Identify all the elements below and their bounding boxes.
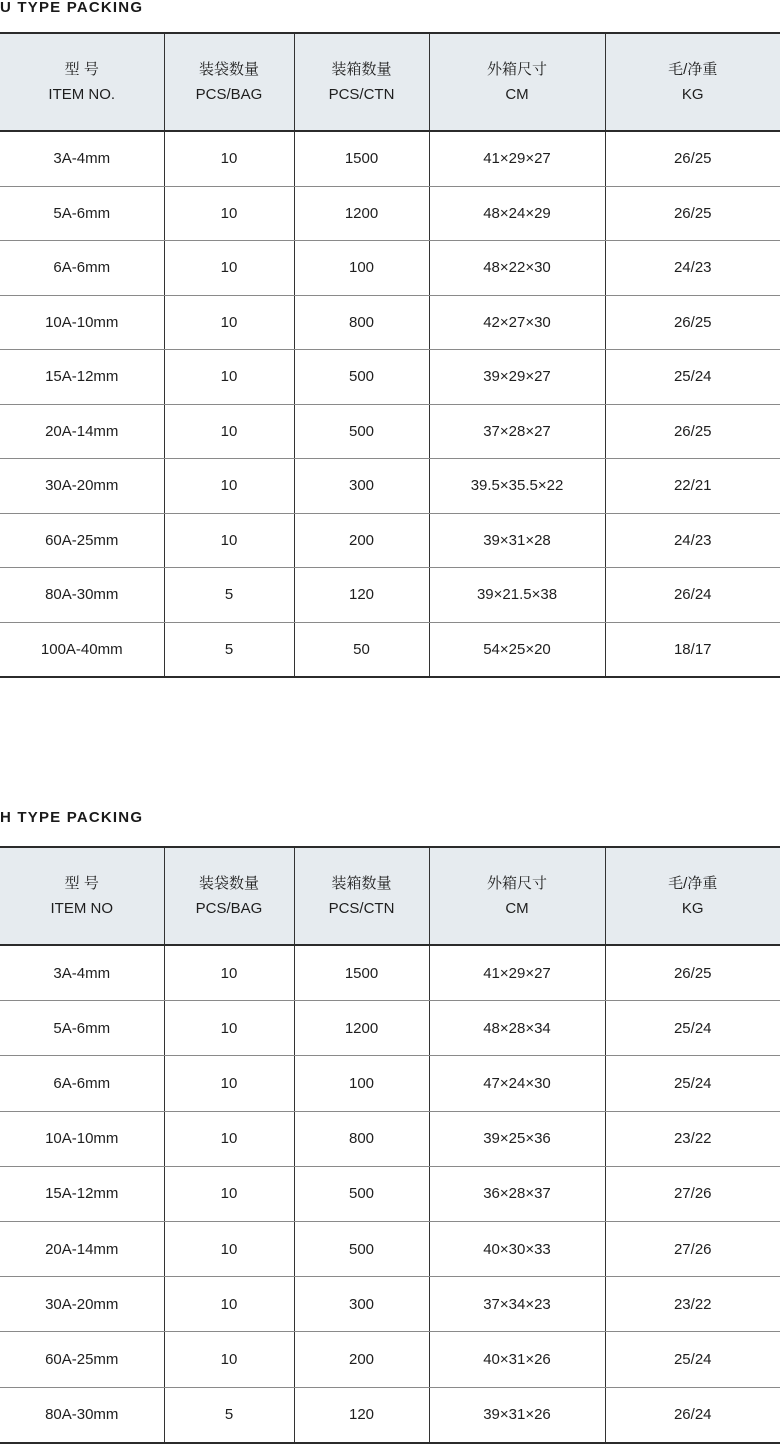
carton-size-cell: 39×21.5×38 xyxy=(429,568,605,623)
weight-cell: 25/24 xyxy=(605,1332,780,1387)
item-no-cell: 5A-6mm xyxy=(0,186,164,241)
weight-cell: 26/25 xyxy=(605,945,780,1001)
table-row xyxy=(0,459,780,514)
item-no-cell: 3A-4mm xyxy=(0,131,164,186)
header-pcs-ctn xyxy=(294,33,429,131)
table-row xyxy=(0,186,780,241)
pcs-ctn-cell: 100 xyxy=(294,241,429,296)
weight-cell: 27/26 xyxy=(605,1166,780,1221)
header-carton-size-en: CM xyxy=(430,82,605,107)
weight-cell: 24/23 xyxy=(605,513,780,568)
table-row xyxy=(0,568,780,623)
carton-size-cell: 39×29×27 xyxy=(429,350,605,405)
pcs-bag-cell: 10 xyxy=(164,241,294,296)
h-type-packing-title: H TYPE PACKING xyxy=(0,810,143,826)
pcs-bag-cell: 10 xyxy=(164,1332,294,1387)
table-row xyxy=(0,1056,780,1111)
carton-size-cell: 41×29×27 xyxy=(429,131,605,186)
table-row xyxy=(0,131,780,186)
header-carton-size-cn: 外箱尺寸 xyxy=(430,57,605,82)
pcs-bag-cell: 10 xyxy=(164,1277,294,1332)
weight-cell: 25/24 xyxy=(605,1001,780,1056)
header-item-no-cn: 型 号 xyxy=(0,57,164,82)
table-row xyxy=(0,1166,780,1221)
weight-cell: 26/25 xyxy=(605,186,780,241)
pcs-ctn-cell: 300 xyxy=(294,1277,429,1332)
header-weight xyxy=(605,33,780,131)
pcs-ctn-cell: 1500 xyxy=(294,945,429,1001)
pcs-bag-cell: 5 xyxy=(164,622,294,677)
item-no-cell: 30A-20mm xyxy=(0,459,164,514)
u-type-packing-title: U TYPE PACKING xyxy=(0,0,143,16)
header-weight xyxy=(605,847,780,945)
carton-size-cell: 54×25×20 xyxy=(429,622,605,677)
header-pcs-bag xyxy=(164,847,294,945)
carton-size-cell: 40×30×33 xyxy=(429,1221,605,1276)
item-no-cell: 60A-25mm xyxy=(0,1332,164,1387)
pcs-bag-cell: 10 xyxy=(164,513,294,568)
header-carton-size-cn: 外箱尺寸 xyxy=(430,871,605,896)
carton-size-cell: 42×27×30 xyxy=(429,295,605,350)
pcs-bag-cell: 10 xyxy=(164,1221,294,1276)
header-pcs-ctn xyxy=(294,847,429,945)
header-pcs-ctn-cn: 装箱数量 xyxy=(295,871,429,896)
header-weight-en: KG xyxy=(606,82,780,107)
header-pcs-bag-cn: 装袋数量 xyxy=(165,871,294,896)
weight-cell: 23/22 xyxy=(605,1111,780,1166)
pcs-bag-cell: 10 xyxy=(164,945,294,1001)
table-row xyxy=(0,241,780,296)
pcs-bag-cell: 10 xyxy=(164,1111,294,1166)
weight-cell: 26/25 xyxy=(605,295,780,350)
carton-size-cell: 36×28×37 xyxy=(429,1166,605,1221)
carton-size-cell: 37×34×23 xyxy=(429,1277,605,1332)
weight-cell: 26/24 xyxy=(605,568,780,623)
item-no-cell: 30A-20mm xyxy=(0,1277,164,1332)
pcs-ctn-cell: 120 xyxy=(294,568,429,623)
carton-size-cell: 47×24×30 xyxy=(429,1056,605,1111)
weight-cell: 27/26 xyxy=(605,1221,780,1276)
weight-cell: 22/21 xyxy=(605,459,780,514)
pcs-ctn-cell: 300 xyxy=(294,459,429,514)
pcs-ctn-cell: 500 xyxy=(294,1166,429,1221)
header-item-no-cn: 型 号 xyxy=(0,871,164,896)
table-row xyxy=(0,1001,780,1056)
pcs-bag-cell: 10 xyxy=(164,1056,294,1111)
header-pcs-bag xyxy=(164,33,294,131)
carton-size-cell: 48×28×34 xyxy=(429,1001,605,1056)
carton-size-cell: 48×22×30 xyxy=(429,241,605,296)
header-row xyxy=(0,33,780,131)
pcs-bag-cell: 10 xyxy=(164,295,294,350)
pcs-ctn-cell: 500 xyxy=(294,350,429,405)
table-row xyxy=(0,295,780,350)
header-pcs-bag-en: PCS/BAG xyxy=(165,896,294,921)
header-item-no-en: ITEM NO. xyxy=(0,82,164,107)
header-carton-size-en: CM xyxy=(430,896,605,921)
table-row xyxy=(0,513,780,568)
pcs-ctn-cell: 1200 xyxy=(294,1001,429,1056)
pcs-bag-cell: 10 xyxy=(164,1001,294,1056)
header-pcs-bag-cn: 装袋数量 xyxy=(165,57,294,82)
carton-size-cell: 48×24×29 xyxy=(429,186,605,241)
carton-size-cell: 39×31×28 xyxy=(429,513,605,568)
item-no-cell: 5A-6mm xyxy=(0,1001,164,1056)
item-no-cell: 80A-30mm xyxy=(0,1387,164,1443)
u-type-packing-table xyxy=(0,32,780,678)
weight-cell: 25/24 xyxy=(605,350,780,405)
pcs-bag-cell: 5 xyxy=(164,1387,294,1443)
item-no-cell: 100A-40mm xyxy=(0,622,164,677)
item-no-cell: 20A-14mm xyxy=(0,404,164,459)
weight-cell: 26/25 xyxy=(605,404,780,459)
pcs-bag-cell: 10 xyxy=(164,131,294,186)
carton-size-cell: 39×25×36 xyxy=(429,1111,605,1166)
carton-size-cell: 39×31×26 xyxy=(429,1387,605,1443)
item-no-cell: 10A-10mm xyxy=(0,1111,164,1166)
header-carton-size xyxy=(429,847,605,945)
pcs-ctn-cell: 800 xyxy=(294,295,429,350)
header-weight-en: KG xyxy=(606,896,780,921)
item-no-cell: 60A-25mm xyxy=(0,513,164,568)
table-row xyxy=(0,1332,780,1387)
pcs-ctn-cell: 1500 xyxy=(294,131,429,186)
header-item-no-en: ITEM NO xyxy=(0,896,164,921)
header-carton-size xyxy=(429,33,605,131)
table-row xyxy=(0,350,780,405)
pcs-ctn-cell: 50 xyxy=(294,622,429,677)
pcs-bag-cell: 10 xyxy=(164,404,294,459)
header-pcs-ctn-cn: 装箱数量 xyxy=(295,57,429,82)
pcs-ctn-cell: 800 xyxy=(294,1111,429,1166)
weight-cell: 24/23 xyxy=(605,241,780,296)
table-row xyxy=(0,1111,780,1166)
carton-size-cell: 37×28×27 xyxy=(429,404,605,459)
weight-cell: 26/25 xyxy=(605,131,780,186)
weight-cell: 18/17 xyxy=(605,622,780,677)
table-row xyxy=(0,622,780,677)
pcs-bag-cell: 10 xyxy=(164,186,294,241)
item-no-cell: 6A-6mm xyxy=(0,241,164,296)
header-pcs-ctn-en: PCS/CTN xyxy=(295,896,429,921)
item-no-cell: 3A-4mm xyxy=(0,945,164,1001)
pcs-ctn-cell: 500 xyxy=(294,1221,429,1276)
table-row xyxy=(0,945,780,1001)
carton-size-cell: 41×29×27 xyxy=(429,945,605,1001)
pcs-ctn-cell: 120 xyxy=(294,1387,429,1443)
item-no-cell: 20A-14mm xyxy=(0,1221,164,1276)
pcs-bag-cell: 10 xyxy=(164,350,294,405)
table-row xyxy=(0,404,780,459)
item-no-cell: 6A-6mm xyxy=(0,1056,164,1111)
pcs-ctn-cell: 500 xyxy=(294,404,429,459)
item-no-cell: 10A-10mm xyxy=(0,295,164,350)
pcs-ctn-cell: 100 xyxy=(294,1056,429,1111)
header-row xyxy=(0,847,780,945)
weight-cell: 26/24 xyxy=(605,1387,780,1443)
item-no-cell: 80A-30mm xyxy=(0,568,164,623)
header-weight-cn: 毛/净重 xyxy=(606,57,780,82)
carton-size-cell: 40×31×26 xyxy=(429,1332,605,1387)
pcs-bag-cell: 10 xyxy=(164,459,294,514)
carton-size-cell: 39.5×35.5×22 xyxy=(429,459,605,514)
item-no-cell: 15A-12mm xyxy=(0,350,164,405)
weight-cell: 23/22 xyxy=(605,1277,780,1332)
h-type-packing-table xyxy=(0,846,780,1444)
header-pcs-bag-en: PCS/BAG xyxy=(165,82,294,107)
header-weight-cn: 毛/净重 xyxy=(606,871,780,896)
pcs-ctn-cell: 1200 xyxy=(294,186,429,241)
pcs-ctn-cell: 200 xyxy=(294,1332,429,1387)
pcs-bag-cell: 10 xyxy=(164,1166,294,1221)
table-row xyxy=(0,1277,780,1332)
header-item-no xyxy=(0,33,164,131)
pcs-bag-cell: 5 xyxy=(164,568,294,623)
table-row xyxy=(0,1221,780,1276)
header-pcs-ctn-en: PCS/CTN xyxy=(295,82,429,107)
item-no-cell: 15A-12mm xyxy=(0,1166,164,1221)
weight-cell: 25/24 xyxy=(605,1056,780,1111)
table-row xyxy=(0,1387,780,1443)
pcs-ctn-cell: 200 xyxy=(294,513,429,568)
header-item-no xyxy=(0,847,164,945)
